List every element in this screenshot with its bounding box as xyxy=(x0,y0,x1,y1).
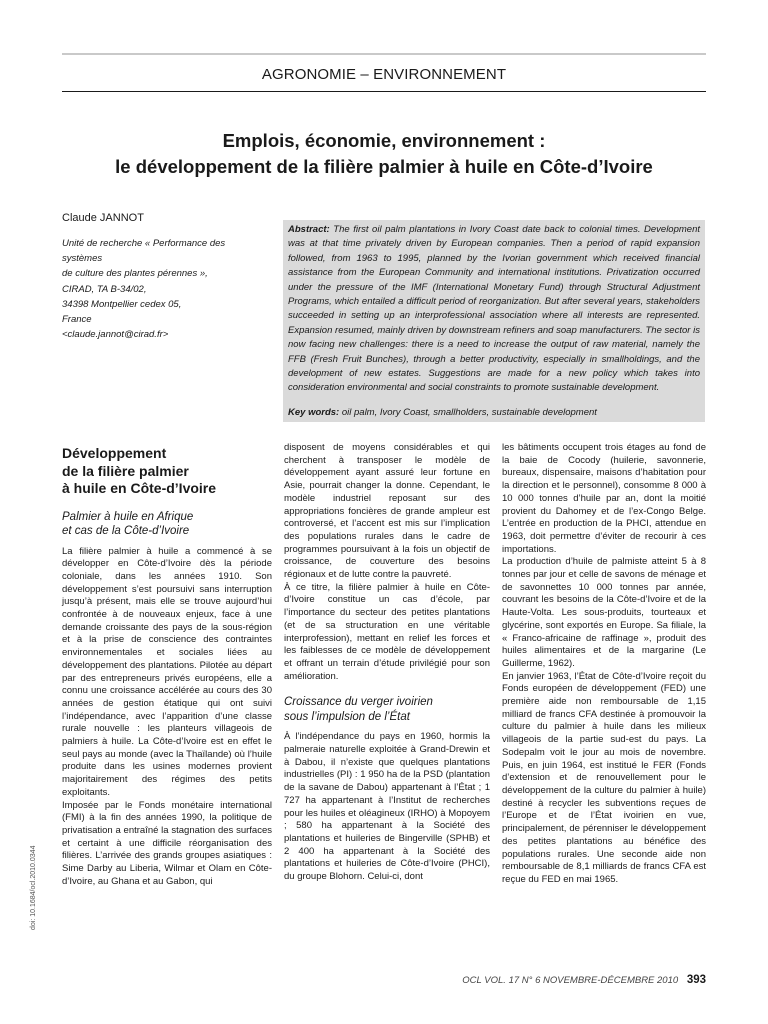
subheading-line: Palmier à huile en Afrique xyxy=(62,510,194,523)
heading-line: Développement xyxy=(62,445,167,461)
paragraph: En janvier 1963, l’État de Côte-d’Ivoire reçoit du Fonds européen de développement (FED) une première aide non remboursable de 1,15 milliard de francs CFA destinée à promouvoir la culture du palmier à huile dans les milieux villageois de la partie sud-est du pays. La Sodepalm voit le jour au mois de novembre. Puis, en juin 1964, est institué le FER (Fonds d’extension et de renouvellement pour le développement de la culture du palmier à huile) destiné à recycler les subventions reçues de l’Europe et de l’État ivoirien en vue, principalement, de pérenniser le développement des petites plantations au bénéfice des populations rurales. Une seconde aide non remboursable de 8,1 milliards de francs CFA est reçue du FED en mai 1965. xyxy=(502,670,706,885)
abstract-box xyxy=(283,220,705,422)
abstract-label: Abstract: xyxy=(288,224,330,235)
subheading-line: et cas de la Côte-d’Ivoire xyxy=(62,525,190,537)
body-column-3 xyxy=(502,442,706,887)
page-number: 393 xyxy=(686,974,706,986)
title-line-1: Emplois, économie, environnement : xyxy=(222,130,546,151)
keywords-text: oil palm, Ivory Coast, smallholders, sustainable development xyxy=(341,406,597,418)
subheading-2 xyxy=(284,695,490,724)
paragraph: À l’indépendance du pays en 1960, hormis la palmeraie naturelle exploitée à Grand-Drewin et à Dabou, il n’existe que quelques plantations industrielles (PI) : 1 950 ha de la PSD (plantation de la savane de Dabou) appartenant à l’État ; 1 727 ha appartenant à l’Institut de recherches pour les huiles et oléagineux (IRHO) à Mopoyem ; 580 ha appartenant à la Société des plantations et huileries de Bingerville (SPHB) et 2 400 ha appartenant à la Société des plantations et huileries de Côte-d’Ivoire (PHCI), du groupe Blohorn. Celui-ci, dont xyxy=(284,731,490,883)
keywords xyxy=(288,406,700,420)
subheading-1 xyxy=(62,510,272,539)
keywords-label: Key words: xyxy=(288,406,340,418)
article-title xyxy=(62,128,706,180)
author-name: Claude JANNOT xyxy=(62,212,144,224)
paragraph: disposent de moyens considérables et qui cherchent à transposer le modèle de développement ayant assuré leur fortune en Asie, pourrait changer la donne. Cependant, le modèle industriel reposant sur des appropriations foncières de grande ampleur est controversé, et l’accent est mis sur l’implication des populations rurales dans le cadre de programmes poursuivant à la fois un objectif de croissance, de couverture des besoins régionaux et de lutte contre la pauvreté. xyxy=(284,442,490,581)
abstract xyxy=(288,223,700,396)
affiliation-line: 34398 Montpellier cedex 05, xyxy=(62,298,182,310)
body-column-2 xyxy=(284,442,490,884)
page-footer xyxy=(462,974,706,986)
subheading-line: sous l’impulsion de l’État xyxy=(284,710,410,723)
affiliation-line: Unité de recherche « Performance des systèmes xyxy=(62,238,226,265)
section-heading: AGRONOMIE – ENVIRONNEMENT xyxy=(261,66,507,83)
author-email: <claude.jannot@cirad.fr> xyxy=(62,329,169,341)
paragraph: La production d’huile de palmiste atteint 5 à 8 tonnes par jour et celle de savons de ménage et de savonnettes 10 000 tonnes par année, couvrant les besoins de la Côte-d’Ivoire et de la Haute-Volta. Les sous-produits, tourteaux et glycérine, sont exportés en Europe. Sa filiale, la « Franco-africaine de raffinage », produit des huiles alimentaires et de la margarine (Le Guillerme, 1962). xyxy=(502,556,706,669)
subheading-line: Croissance du verger ivoirien xyxy=(284,696,433,709)
author-affiliation xyxy=(62,236,262,342)
abstract-text: The first oil palm plantations in Ivory Coast date back to colonial times. Development was at that time privately driven by European companies. Then a period of rapid expansion followed, from 1963 to 1995, planned by the Ivorian government which received financial assistance from the European Community and international institutions. Privatization occurred under the pressure of the IMF (International Monetary Fund) through Structural Adjustment Programs, which entailed a difficult period of reorganization. But after several years, stakeholders succeeded in setting up an interprofessional association where all interests are represented. Expansion resumed, mainly driven by downstream refiners and soap manufacturers. The sector is now facing new challenges: there is a need to increase the output of raw material, namely the FFB (Fresh Fruit Bunches), through a better productivity, especially in smallholdings, and the development of new estates. Suggestions are made for a new policy which takes into consideration environmental and social constraints to promote sustainable development. xyxy=(288,224,700,394)
heading-line: de la filière palmier xyxy=(62,462,189,479)
paragraph: La filière palmier à huile a commencé à se développer en Côte-d’Ivoire dès la période coloniale, dans les années 1910. Son développement s’est poursuivi sans interruption jusqu’à présent, mais elle se trouve aujourd’hui confrontée à de nouveaux enjeux, face à une demande croissante des pays de la sous-région et à la prise de conscience des contraintes environnementales et sociales liées au développement des plantations. Pilotée au départ par des entrepreneurs privés européens, elle a connu une croissance accélérée au cours des 30 années de gestion étatique qui ont suivi l’indépendance, avec l’apparition d’une classe rurale nouvelle : les planteurs villageois de palmiers à huile. La Côte-d’Ivoire est en effet le seul pays au monde (avec la Thaïlande) où l’huile produite dans les usines modernes provient majoritairement des régimes des petits exploitants. xyxy=(62,545,272,798)
section-heading-1 xyxy=(62,445,272,498)
author-block xyxy=(62,212,262,342)
journal-reference: OCL VOL. 17 N° 6 NOVEMBRE-DÉCEMBRE 2010 xyxy=(462,975,679,986)
affiliation-line: CIRAD, TA B-34/02, xyxy=(62,283,147,295)
paragraph: les bâtiments occupent trois étages au fond de la baie de Cocody (huilerie, savonnerie, bureaux, dispensaire, maisons d’habitation pour la direction et le personnel), consomme 8 000 à 10 000 tonnes d’huile par an, dont la moitié provient du Dahomey et de l’ex-Congo Belge. L’entrée en production de la PHCI, attendue en 1963, doit permettre d’éviter de recourir à ces importations. xyxy=(502,442,706,555)
affiliation-line: France xyxy=(62,314,92,326)
affiliation-line: de culture des plantes pérennes », xyxy=(62,268,208,280)
paragraph: Imposée par le Fonds monétaire international (FMI) à la fin des années 1990, la politique de privatisation a entraîné la stagnation des surfaces et certaint à une difficile réorganisation des filières. L’arrivée des grands groupes asiatiques : Sime Darby au Liberia, Wilmar et Olam en Côte-d’Ivoire, au Ghana et au Gabon, qui xyxy=(62,799,272,887)
paragraph: À ce titre, la filière palmier à huile en Côte-d’Ivoire constitue un cas d’école, par l’importance du secteur des petites plantations (et de sa structuration en une véritable interprofession), mettant en relief les forces et les faiblesses de ce modèle de développement et offrant un terrain d’étude privilégié pour son amélioration. xyxy=(284,581,490,682)
top-rule xyxy=(62,53,706,55)
body-column-1 xyxy=(62,442,272,888)
doi-label: doi: 10.1684/ocl.2010.0344 xyxy=(30,845,37,930)
title-line-2: le développement de la filière palmier à huile en Côte-d’Ivoire xyxy=(115,156,653,177)
section-rule xyxy=(62,91,706,92)
heading-line: à huile en Côte-d’Ivoire xyxy=(62,480,217,496)
